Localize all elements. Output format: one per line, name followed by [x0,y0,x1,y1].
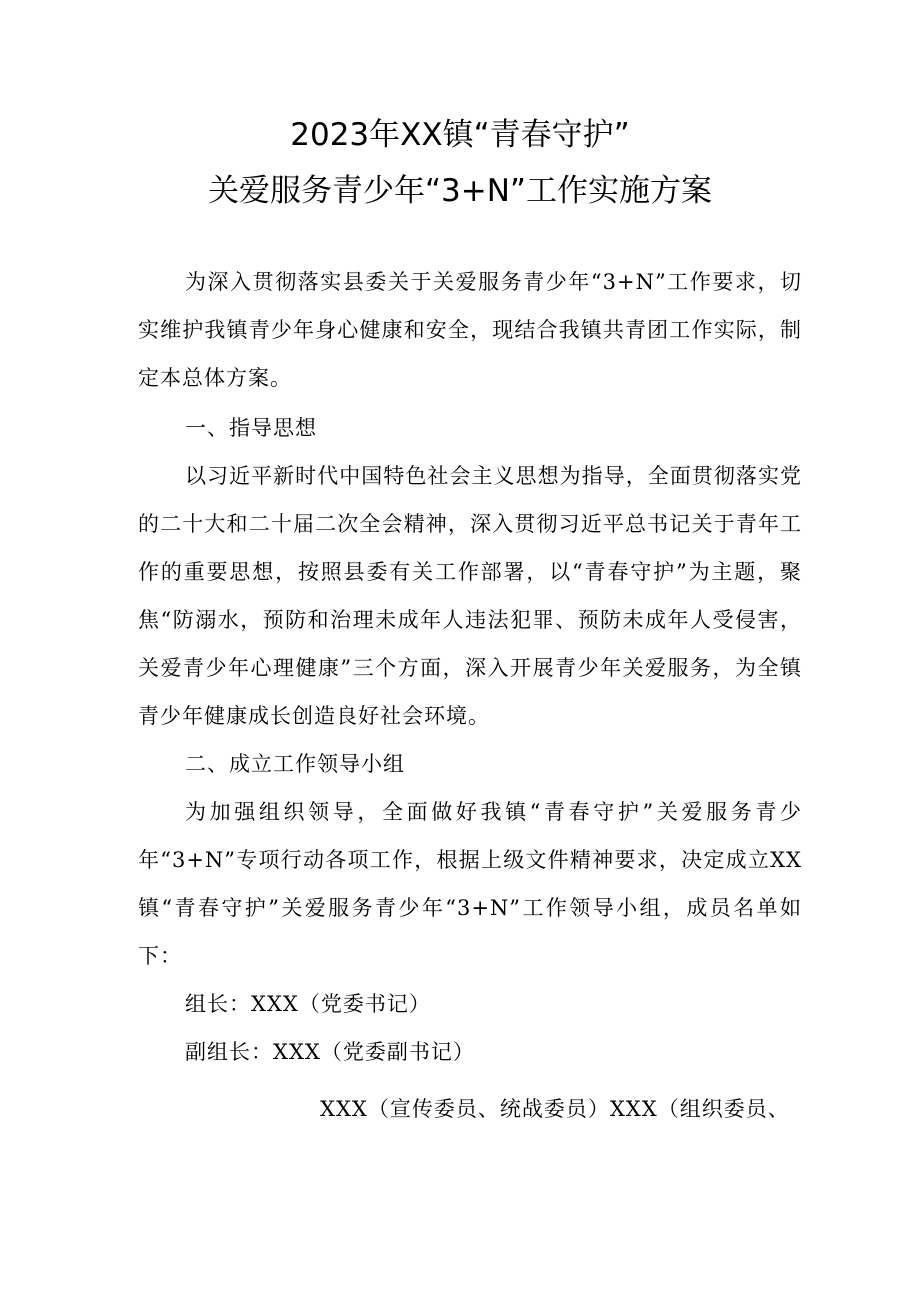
intro-paragraph: 为深入贯彻落实县委关于关爱服务青少年“3+N”工作要求，切实维护我镇青少年身心健康和安全，现结合我镇共青团工作实际，制定本总体方案。 [138,270,802,390]
section-1-body: 以习近平新时代中国特色社会主义思想为指导，全面贯彻落实党的二十大和二十届二次全会精神，深入贯彻习近平总书记关于青年工作的重要思想，按照县委有关工作部署，以“青春守护”为主题，聚焦“防溺水，预防和治理未成年人违法犯罪、预防未成年人受侵害，关爱青少年心理健康”三个方面，深入开展青少年关爱服务，为全镇青少年健康成长创造良好社会环境。 [138,464,802,728]
leader-line: 组长：XXX（党委书记） [185,992,431,1016]
section-1-heading: 一、指导思想 [185,416,317,440]
members-line: XXX（宣传委员、统战委员）XXX（组织委员、 [320,1097,790,1121]
section-2-heading: 二、成立工作领导小组 [185,752,405,776]
document-title-line-2: 关爱服务青少年“3+N”工作实施方案 [207,173,712,209]
document-title-line-1: 2023年XX镇“青春守护” [290,117,630,153]
deputy-leader-line: 副组长：XXX（党委副书记） [185,1040,475,1064]
section-2-body: 为加强组织领导，全面做好我镇“青春守护”关爱服务青少年“3+N”专项行动各项工作，根据上级文件精神要求，决定成立XX镇“青春守护”关爱服务青少年“3+N”工作领导小组，成员名单如下： [138,800,802,968]
